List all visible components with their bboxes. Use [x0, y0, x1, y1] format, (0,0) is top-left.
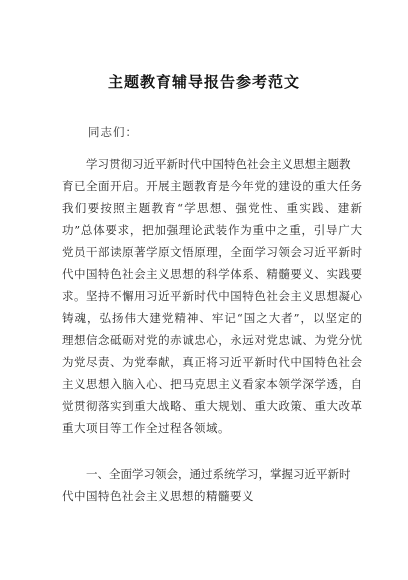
paragraph-line: 主义思想入脑入心、把马克思主义看家本领学深学透，自 [62, 377, 362, 391]
paragraph-line: 育已全面开启。开展主题教育是今年党的建设的重大任务 [62, 179, 362, 193]
paragraph-line: 为党尽责、为党奉献，真正将习近平新时代中国特色社会 [62, 355, 362, 369]
section-heading-line: 代中国特色社会主义思想的精髓要义 [62, 489, 254, 503]
paragraph-line: 求。坚持不懈用习近平新时代中国特色社会主义思想凝心 [62, 289, 362, 303]
paragraph-line: 功”总体要求，把加强理论武装作为重中之重，引导广大 [62, 223, 362, 237]
section-heading-1 [62, 463, 362, 507]
paragraph-line: 觉贯彻落实到重大战略、重大规划、重大政策、重大改革 [62, 399, 362, 413]
paragraph-line: 代中国特色社会主义思想的科学体系、精髓要义、实践要 [62, 267, 362, 281]
paragraph-line: 理想信念砥砺对党的赤诚忠心，永远对党忠诚、为党分忧 [62, 333, 362, 347]
paragraph-line: 铸魂，弘扬伟大建党精神、牢记“国之大者”，以坚定的 [62, 311, 362, 325]
paragraph-line: 重大项目等工作全过程各领域。 [62, 421, 230, 435]
salutation: 同志们： [88, 125, 138, 139]
body-paragraph-intro [62, 153, 362, 439]
paragraph-line: 我们要按照主题教育“学思想、强党性、重实践、建新 [62, 201, 362, 215]
document-title: 主题教育辅导报告参考范文 [107, 73, 300, 91]
paragraph-line: 党员干部读原著学原文悟原理，全面学习领会习近平新时 [62, 245, 362, 259]
paragraph-line: 学习贯彻习近平新时代中国特色社会主义思想主题教 [86, 157, 351, 171]
section-heading-line: 一、全面学习领会，通过系统学习，掌握习近平新时 [86, 467, 351, 481]
